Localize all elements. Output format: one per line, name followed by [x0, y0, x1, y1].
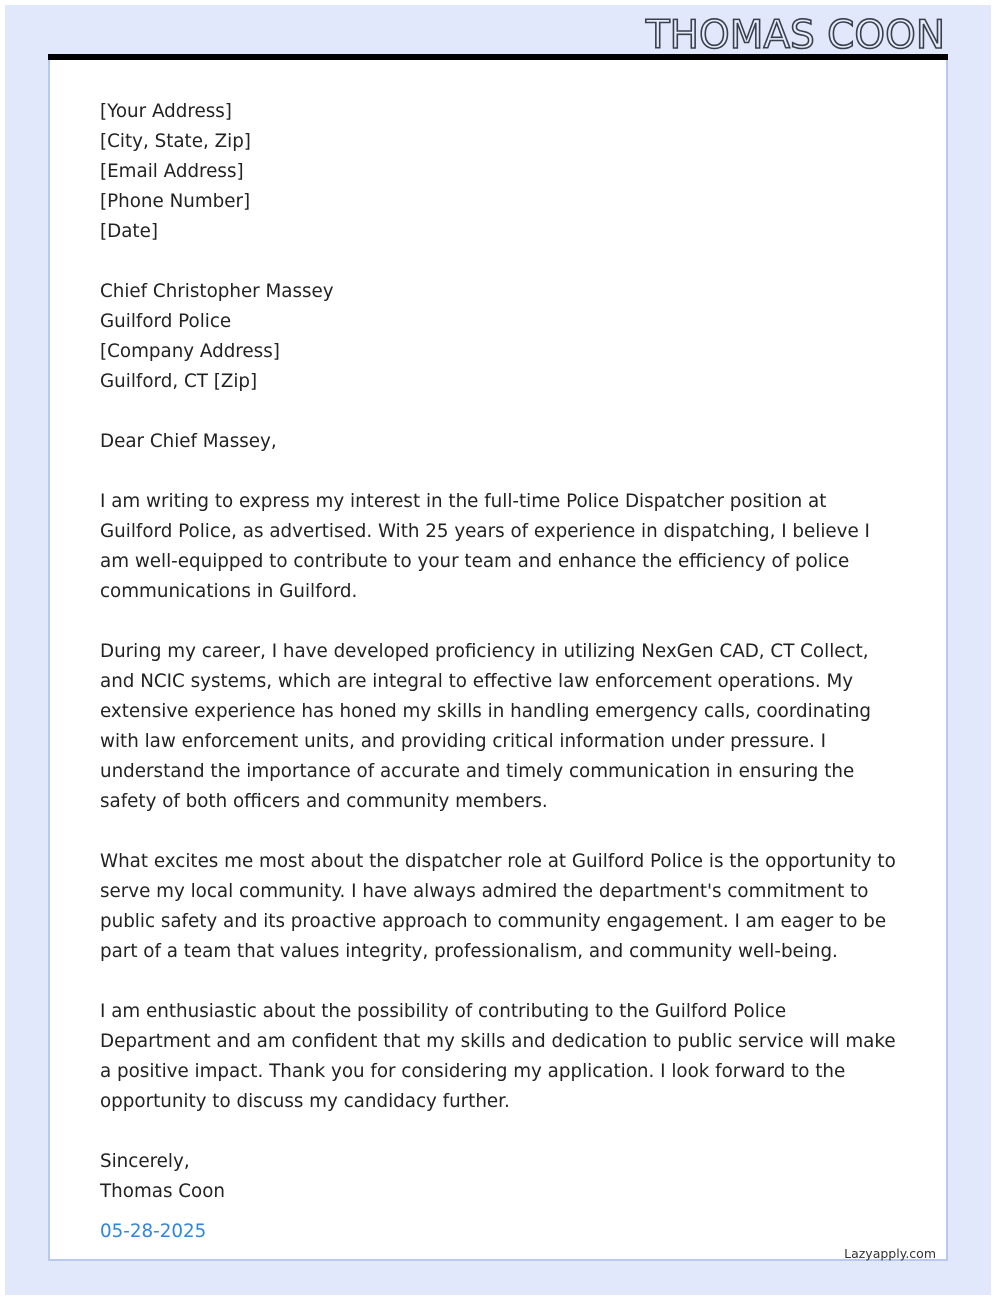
closing-block: [100, 1147, 900, 1207]
sender-email: [Email Address]: [100, 161, 244, 182]
recipient-city-state-zip: Guilford, CT [Zip]: [100, 371, 258, 392]
letter-date: 05-28-2025: [100, 1221, 207, 1242]
sender-block: [100, 97, 900, 247]
applicant-name-heading: THOMAS COON: [645, 13, 945, 58]
signature-name: Thomas Coon: [100, 1181, 226, 1202]
sender-date: [Date]: [100, 221, 158, 242]
lazyapply-watermark: Lazyapply.com: [844, 1246, 936, 1261]
body-paragraph-4: I am enthusiastic about the possibility of contributing to the Guilford Police Department and am confident that my skills and dedication to public service will make a positive impact. Thank you for considering my application. I look forward to the opportunity to discuss my candidacy further.: [100, 1001, 896, 1112]
sender-city-state-zip: [City, State, Zip]: [100, 131, 251, 152]
recipient-address: [Company Address]: [100, 341, 280, 362]
sender-phone: [Phone Number]: [100, 191, 251, 212]
sender-address: [Your Address]: [100, 101, 232, 122]
recipient-name: Chief Christopher Massey: [100, 281, 334, 302]
cover-letter: [100, 97, 900, 1207]
recipient-organization: Guilford Police: [100, 311, 232, 332]
body-paragraph-3: What excites me most about the dispatcher role at Guilford Police is the opportunity to serve my local community. I have always admired the department's commitment to public safety and its proactive approach to community engagement. I am eager to be part of a team that values integrity, professionalism, and community well-being.: [100, 851, 896, 962]
body-paragraph-2: During my career, I have developed proficiency in utilizing NexGen CAD, CT Collect, and NCIC systems, which are integral to effective law enforcement operations. My extensive experience has honed my skills in handling emergency calls, coordinating with law enforcement units, and providing critical information under pressure. I understand the importance of accurate and timely communication in ensuring the safety of both officers and community members.: [100, 641, 871, 812]
valediction: Sincerely,: [100, 1151, 190, 1172]
recipient-block: [100, 277, 900, 397]
salutation: Dear Chief Massey,: [100, 431, 277, 452]
body-paragraph-1: I am writing to express my interest in the full-time Police Dispatcher position at Guilford Police, as advertised. With 25 years of experience in dispatching, I believe I am well-equipped to contribute to your team and enhance the efficiency of police communications in Guilford.: [100, 491, 870, 602]
